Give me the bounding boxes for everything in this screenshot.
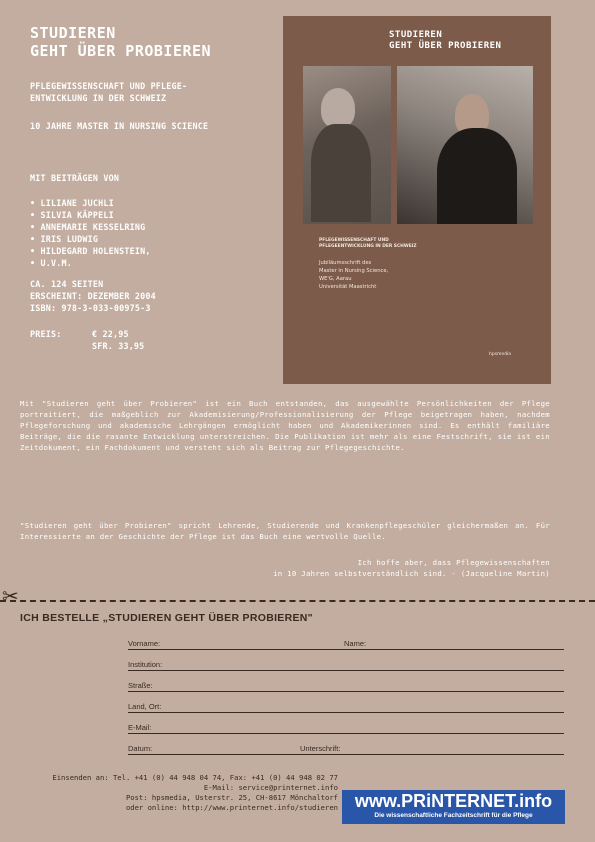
form-row-street (128, 678, 564, 692)
printernet-logo[interactable] (342, 790, 565, 824)
cover-title-line1: STUDIEREN (389, 30, 443, 40)
cover-publisher: hpsmedia (489, 352, 512, 357)
description-paragraph-2: "Studieren geht über Probieren" spricht Lehrende, Studierende und Krankenpflegeschüler gleichermaßen an. Für Interessierte an der Geschichte der Pflege ist das Buch eine wertvolle Quelle. (20, 521, 550, 541)
cover-subtitle-line2: PFLEGEENTWICKLUNG IN DER SCHWEIZ (319, 244, 417, 249)
price-eur: € 22,95 (92, 329, 129, 339)
institution-field[interactable]: Institution: (128, 660, 163, 669)
form-row-email (128, 720, 564, 734)
anniversary-line: 10 JAHRE MASTER IN NURSING SCIENCE (30, 121, 209, 131)
vorname-field[interactable]: Vorname: (128, 639, 161, 648)
street-field[interactable]: Straße: (128, 681, 153, 690)
land-ort-field[interactable]: Land, Ort: (128, 702, 162, 711)
send-to-block (30, 773, 338, 813)
release-date: ERSCHEINT: DEZEMBER 2004 (30, 291, 156, 301)
email-field[interactable]: E-Mail: (128, 723, 152, 732)
cover-info-line1: Jubiläumsschrift des (319, 260, 372, 266)
book-cover (283, 16, 551, 384)
cover-title (389, 30, 501, 52)
quote (240, 557, 550, 579)
scissors-icon: ✂ (2, 584, 19, 608)
quote-line1: Ich hoffe aber, dass Pflegewissenschaften (357, 558, 550, 567)
send-online[interactable]: oder online: http://www.printernet.info/studieren (125, 803, 338, 812)
cover-photo-right (397, 66, 533, 224)
isbn: ISBN: 978-3-033-00975-3 (30, 303, 151, 313)
book-title-line2: GEHT ÜBER PROBIEREN (30, 42, 212, 60)
contributor-item: • U.V.M. (30, 258, 72, 268)
book-subtitle (30, 80, 280, 104)
contributors-list (30, 197, 280, 269)
send-post: Post: hpsmedia, Usterstr. 25, CH-8617 Mönchaltorf (125, 793, 338, 802)
signature-field[interactable]: Unterschrift: (300, 744, 341, 753)
price-chf: SFR. 33,95 (92, 341, 145, 351)
cover-subtitle (319, 238, 417, 250)
book-subtitle-line1: PFLEGEWISSENSCHAFT UND PFLEGE- (30, 81, 188, 91)
cover-subtitle-line1: PFLEGEWISSENSCHAFT UND (319, 238, 389, 243)
price-label: PREIS: (30, 329, 62, 339)
price-block (30, 328, 280, 352)
book-subtitle-line2: ENTWICKLUNG IN DER SCHWEIZ (30, 93, 167, 103)
description-paragraph-1: Mit "Studieren geht über Probieren" ist ein Buch entstanden, das ausgewählte Persönlichkeiten der Pflege portraitiert, die maßgeblich zur Akademisierung/Professionalisierung der Pflege beigetragen haben, nachdem Pflegeforschung und akademische Lehrgängen ermöglicht haben und Akademikerinnen sind. Es enthält familiäre Beiträge, die die rasante Entwicklung unterstreichen. Die Publikation ist mehr als eine Festschrift, sie ist ein Zeitdokument, ein Fachdokument und versteht sich als Beitrag zur Pflegegeschichte. (20, 399, 550, 452)
contributor-item: • SILVIA KÄPPELI (30, 210, 114, 220)
cut-line (0, 600, 595, 602)
cover-title-line2: GEHT ÜBER PROBIEREN (389, 41, 502, 51)
logo-main-text: www.PRiNTERNET.info (354, 791, 553, 811)
book-title (30, 24, 280, 60)
quote-line2: in 10 Jahren selbstverständlich sind. - (Jacqueline Martin) (273, 569, 550, 578)
contributor-item: • LILIANE JUCHLI (30, 198, 114, 208)
form-row-institution (128, 657, 564, 671)
book-details (30, 278, 280, 314)
contributor-item: • HILDEGARD HOLENSTEIN, (30, 246, 151, 256)
send-email[interactable]: E-Mail: service@printernet.info (203, 783, 338, 792)
send-phone-fax: Einsenden an: Tel. +41 (0) 44 948 04 74, Fax: +41 (0) 44 948 02 77 (52, 773, 338, 782)
cover-info-line4: Universität Maastricht (319, 284, 377, 290)
logo-tagline: Die wissenschaftliche Fachzeitschrift für die Pflege (374, 812, 533, 819)
contributor-item: • ANNEMARIE KESSELRING (30, 222, 146, 232)
page-count: CA. 124 SEITEN (30, 279, 104, 289)
contributor-item: • IRIS LUDWIG (30, 234, 99, 244)
cover-photo-left (303, 66, 391, 224)
book-title-line1: STUDIEREN (30, 24, 116, 42)
form-row-name (128, 636, 564, 650)
cover-info-line3: WE'G, Aarau (319, 276, 352, 282)
order-form-title: ICH BESTELLE „STUDIEREN GEHT ÜBER PROBIEREN" (20, 612, 313, 624)
name-field[interactable]: Name: (344, 639, 367, 648)
cover-info-line2: Master in Nursing Science, (319, 268, 389, 274)
form-row-city (128, 699, 564, 713)
date-field[interactable]: Datum: (128, 744, 153, 753)
contributors-heading: MIT BEITRÄGEN VON (30, 173, 120, 183)
form-row-date (128, 741, 564, 755)
cover-info (319, 259, 388, 291)
